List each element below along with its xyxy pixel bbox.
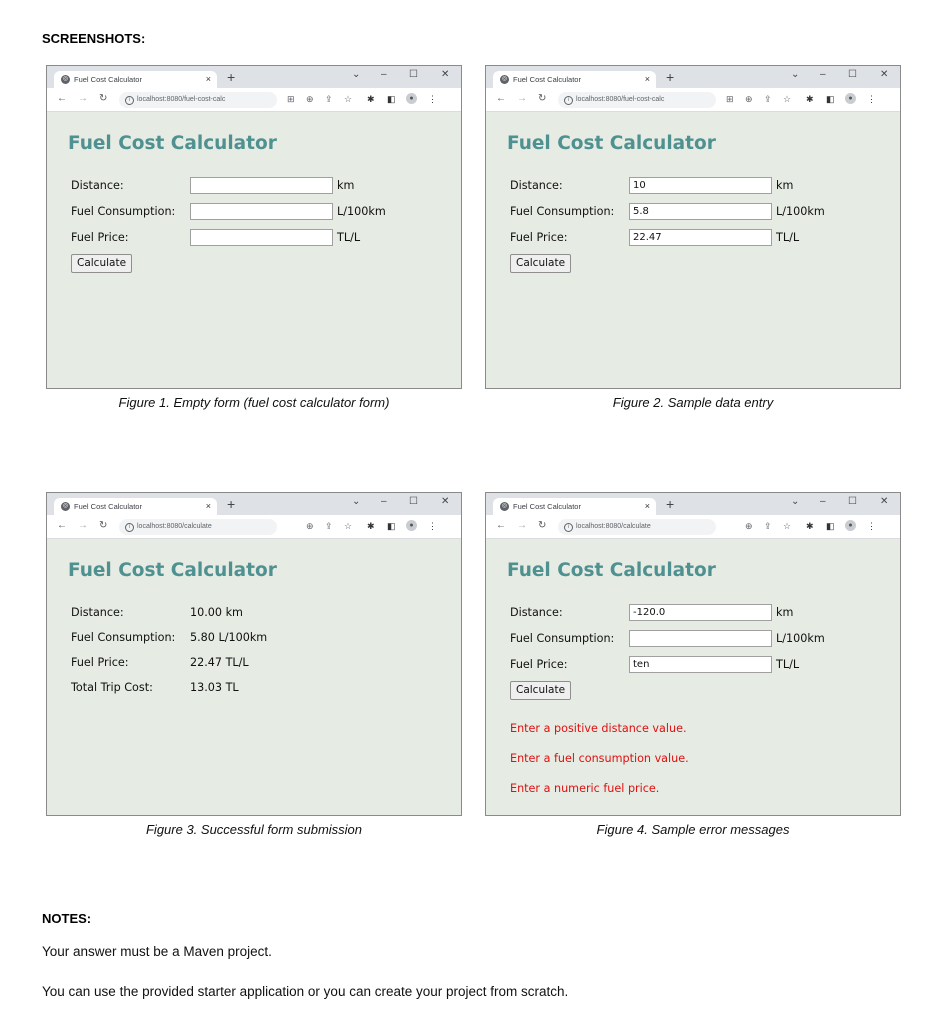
zoom-icon[interactable]: ⊕ [745, 94, 753, 104]
tab-bar [47, 66, 461, 88]
side-panel-icon[interactable]: ◧ [826, 521, 835, 531]
globe-icon: ◎ [501, 76, 508, 82]
profile-avatar-icon[interactable]: ● [845, 93, 856, 104]
chevron-down-icon[interactable]: ⌄ [352, 496, 361, 507]
browser-window-figure-4 [485, 492, 901, 816]
url-text: localhost:8080/calculate [576, 523, 651, 530]
page-content [486, 113, 900, 389]
bookmark-star-icon[interactable]: ☆ [783, 94, 792, 104]
url-text: localhost:8080/fuel-cost-calc [576, 96, 665, 103]
browser-window-figure-2 [485, 65, 901, 389]
address-bar[interactable] [119, 92, 277, 108]
back-icon[interactable]: ← [57, 520, 67, 531]
share-icon[interactable]: ⇪ [325, 94, 333, 104]
price-input[interactable] [629, 656, 772, 673]
browser-window-figure-3 [46, 492, 462, 816]
translate-icon[interactable]: ⊞ [726, 94, 734, 104]
notes-heading: NOTES: [42, 911, 92, 926]
menu-icon[interactable]: ⋮ [428, 521, 437, 531]
browser-toolbar [486, 515, 900, 539]
distance-value: 10.00 km [190, 606, 243, 619]
distance-unit: km [776, 179, 794, 192]
reload-icon[interactable]: ↻ [99, 520, 108, 531]
forward-icon[interactable]: → [517, 93, 527, 104]
app-title: Fuel Cost Calculator [68, 560, 277, 581]
page-content [47, 113, 461, 389]
tab-title: Fuel Cost Calculator [74, 75, 142, 84]
new-tab-button[interactable]: + [227, 496, 236, 512]
app-title: Fuel Cost Calculator [507, 560, 716, 581]
zoom-icon[interactable]: ⊕ [306, 521, 314, 531]
browser-tab[interactable] [493, 71, 656, 88]
browser-tab[interactable] [493, 498, 656, 515]
calculate-button[interactable]: Calculate [71, 254, 132, 273]
bookmark-star-icon[interactable]: ☆ [344, 94, 353, 104]
share-icon[interactable]: ⇪ [325, 521, 333, 531]
zoom-icon[interactable]: ⊕ [745, 521, 753, 531]
distance-label: Distance: [510, 179, 563, 192]
total-cost-label: Total Trip Cost: [71, 681, 153, 694]
price-input[interactable] [629, 229, 772, 246]
maximize-icon[interactable]: ☐ [848, 496, 857, 507]
maximize-icon[interactable]: ☐ [409, 69, 418, 80]
info-icon[interactable]: i [564, 96, 573, 105]
new-tab-button[interactable]: + [227, 69, 236, 85]
consumption-unit: L/100km [776, 632, 825, 645]
close-window-icon[interactable]: ✕ [441, 496, 450, 507]
chevron-down-icon[interactable]: ⌄ [352, 69, 361, 80]
new-tab-button[interactable]: + [666, 69, 675, 85]
close-tab-icon[interactable]: × [644, 501, 650, 511]
new-tab-button[interactable]: + [666, 496, 675, 512]
distance-input[interactable] [629, 604, 772, 621]
tab-title: Fuel Cost Calculator [513, 75, 581, 84]
extensions-icon[interactable]: ✱ [806, 94, 814, 104]
zoom-icon[interactable]: ⊕ [306, 94, 314, 104]
figure-caption: Figure 4. Sample error messages [596, 822, 790, 837]
menu-icon[interactable]: ⋮ [867, 94, 876, 104]
share-icon[interactable]: ⇪ [764, 521, 772, 531]
reload-icon[interactable]: ↻ [538, 520, 547, 531]
page-content [47, 540, 461, 816]
side-panel-icon[interactable]: ◧ [387, 521, 396, 531]
maximize-icon[interactable]: ☐ [409, 496, 418, 507]
url-text: localhost:8080/calculate [137, 523, 212, 530]
profile-avatar-icon[interactable]: ● [845, 520, 856, 531]
globe-icon: ◎ [62, 76, 69, 82]
app-title: Fuel Cost Calculator [507, 133, 716, 154]
figure-caption: Figure 2. Sample data entry [612, 395, 774, 410]
consumption-unit: L/100km [776, 205, 825, 218]
bookmark-star-icon[interactable]: ☆ [344, 521, 353, 531]
price-label: Fuel Price: [510, 658, 568, 671]
note-paragraph: Your answer must be a Maven project. [42, 944, 272, 959]
price-unit: TL/L [776, 658, 800, 671]
price-input[interactable] [190, 229, 333, 246]
tab-bar [486, 493, 900, 515]
close-tab-icon[interactable]: × [205, 74, 211, 84]
minimize-icon[interactable]: – [820, 69, 826, 80]
consumption-label: Fuel Consumption: [510, 632, 615, 645]
figure-caption: Figure 1. Empty form (fuel cost calculator form) [118, 395, 390, 410]
minimize-icon[interactable]: – [820, 496, 826, 507]
info-icon[interactable]: i [125, 523, 134, 532]
error-message: Enter a fuel consumption value. [510, 752, 689, 765]
browser-tab[interactable] [54, 498, 217, 515]
browser-toolbar [486, 88, 900, 112]
total-cost-value: 13.03 TL [190, 681, 239, 694]
profile-avatar-icon[interactable]: ● [406, 520, 417, 531]
page-content [486, 540, 900, 816]
price-value: 22.47 TL/L [190, 656, 249, 669]
extensions-icon[interactable]: ✱ [367, 94, 375, 104]
back-icon[interactable]: ← [57, 93, 67, 104]
close-tab-icon[interactable]: × [205, 501, 211, 511]
error-message: Enter a positive distance value. [510, 722, 687, 735]
distance-unit: km [776, 606, 794, 619]
globe-icon: ◎ [62, 503, 69, 509]
reload-icon[interactable]: ↻ [538, 93, 547, 104]
price-label: Fuel Price: [71, 656, 129, 669]
distance-unit: km [337, 179, 355, 192]
browser-window-figure-1 [46, 65, 462, 389]
price-unit: TL/L [337, 231, 361, 244]
back-icon[interactable]: ← [496, 93, 506, 104]
reload-icon[interactable]: ↻ [99, 93, 108, 104]
back-icon[interactable]: ← [496, 520, 506, 531]
tab-title: Fuel Cost Calculator [513, 502, 581, 511]
chevron-down-icon[interactable]: ⌄ [791, 69, 800, 80]
browser-toolbar [47, 515, 461, 539]
maximize-icon[interactable]: ☐ [848, 69, 857, 80]
url-text: localhost:8080/fuel-cost-calc [137, 96, 226, 103]
consumption-label: Fuel Consumption: [71, 205, 176, 218]
distance-input[interactable] [629, 177, 772, 194]
profile-avatar-icon[interactable]: ● [406, 93, 417, 104]
minimize-icon[interactable]: – [381, 496, 387, 507]
browser-tab[interactable] [54, 71, 217, 88]
note-paragraph: You can use the provided starter application or you can create your project from scratch. [42, 984, 569, 999]
side-panel-icon[interactable]: ◧ [826, 94, 835, 104]
tab-bar [47, 493, 461, 515]
side-panel-icon[interactable]: ◧ [387, 94, 396, 104]
close-window-icon[interactable]: ✕ [880, 69, 889, 80]
info-icon[interactable]: i [564, 523, 573, 532]
tab-title: Fuel Cost Calculator [74, 502, 142, 511]
consumption-unit: L/100km [337, 205, 386, 218]
address-bar[interactable] [558, 92, 716, 108]
globe-icon: ◎ [501, 503, 508, 509]
forward-icon[interactable]: → [517, 520, 527, 531]
bookmark-star-icon[interactable]: ☆ [783, 521, 792, 531]
consumption-value: 5.80 L/100km [190, 631, 268, 644]
close-window-icon[interactable]: ✕ [880, 496, 889, 507]
consumption-input[interactable] [190, 203, 333, 220]
consumption-label: Fuel Consumption: [71, 631, 176, 644]
consumption-input[interactable] [629, 630, 772, 647]
menu-icon[interactable]: ⋮ [428, 94, 437, 104]
price-unit: TL/L [776, 231, 800, 244]
app-title: Fuel Cost Calculator [68, 133, 277, 154]
calculate-button[interactable]: Calculate [510, 681, 571, 700]
extensions-icon[interactable]: ✱ [806, 521, 814, 531]
price-label: Fuel Price: [71, 231, 129, 244]
distance-label: Distance: [510, 606, 563, 619]
consumption-label: Fuel Consumption: [510, 205, 615, 218]
consumption-input[interactable] [629, 203, 772, 220]
distance-label: Distance: [71, 606, 124, 619]
extensions-icon[interactable]: ✱ [367, 521, 375, 531]
browser-toolbar [47, 88, 461, 112]
address-bar[interactable] [119, 519, 277, 535]
close-tab-icon[interactable]: × [644, 74, 650, 84]
error-message: Enter a numeric fuel price. [510, 782, 660, 795]
info-icon[interactable]: i [125, 96, 134, 105]
tab-bar [486, 66, 900, 88]
address-bar[interactable] [558, 519, 716, 535]
distance-input[interactable] [190, 177, 333, 194]
close-window-icon[interactable]: ✕ [441, 69, 450, 80]
share-icon[interactable]: ⇪ [764, 94, 772, 104]
figure-caption: Figure 3. Successful form submission [145, 822, 363, 837]
forward-icon[interactable]: → [78, 520, 88, 531]
chevron-down-icon[interactable]: ⌄ [791, 496, 800, 507]
calculate-button[interactable]: Calculate [510, 254, 571, 273]
forward-icon[interactable]: → [78, 93, 88, 104]
distance-label: Distance: [71, 179, 124, 192]
menu-icon[interactable]: ⋮ [867, 521, 876, 531]
screenshots-heading: SCREENSHOTS: [42, 31, 146, 46]
translate-icon[interactable]: ⊞ [287, 94, 295, 104]
minimize-icon[interactable]: – [381, 69, 387, 80]
price-label: Fuel Price: [510, 231, 568, 244]
